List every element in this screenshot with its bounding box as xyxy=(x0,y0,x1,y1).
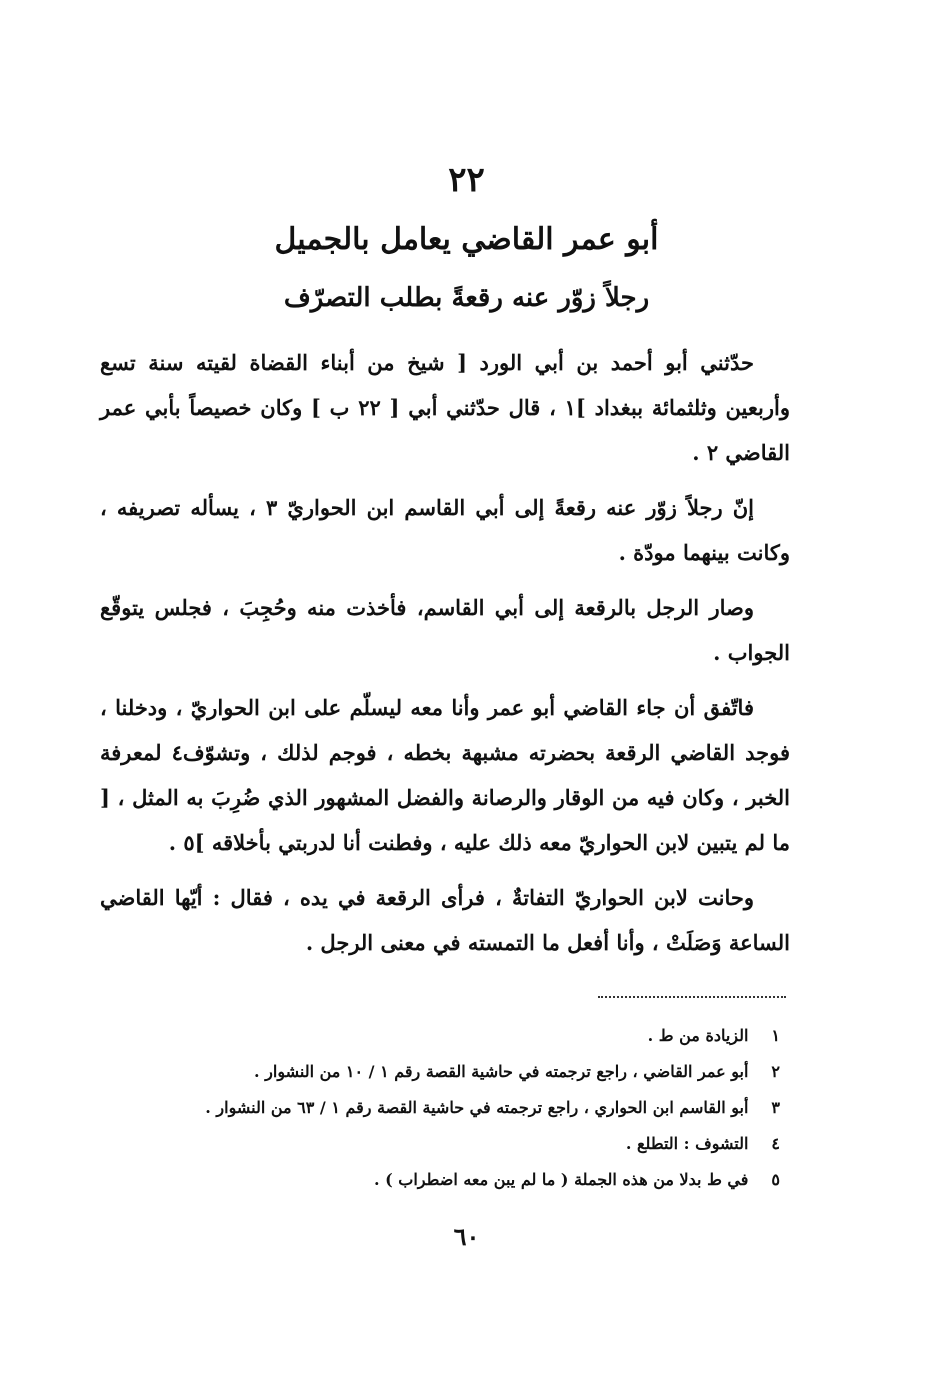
footnote xyxy=(120,1126,780,1162)
footnote-number: ٥ xyxy=(771,1170,780,1189)
footnote xyxy=(120,1018,780,1054)
footnotes xyxy=(120,1018,780,1198)
footnote-number: ٢ xyxy=(771,1062,780,1081)
footnote-text: في ط بدلا من هذه الجملة ( ما لم يبن معه اضطراب ) . xyxy=(374,1170,749,1189)
footnote-text: أبو عمر القاضي ، راجع ترجمته في حاشية القصة رقم ١ / ١٠ من النشوار . xyxy=(254,1062,749,1081)
footnote xyxy=(120,1090,780,1126)
footnote-text: أبو القاسم ابن الحواري ، راجع ترجمته في حاشية القصة رقم ١ / ٦٣ من النشوار . xyxy=(205,1098,749,1117)
footnote xyxy=(120,1162,780,1198)
story-subtitle: رجلاً زوّر عنه رقعةً بطلب التصرّف xyxy=(283,283,650,313)
page-number: ٦٠ xyxy=(453,1222,480,1251)
paragraph: وحانت لابن الحواريّ التفاتةٌ ، فرأى الرقعة في يده ، فقال : أيّها القاضي الساعة وَصَلَتْ ، وأنا أفعل ما التمسته في معنى الرجل . xyxy=(100,885,790,955)
footnote-number: ١ xyxy=(771,1026,780,1045)
footnote-divider xyxy=(598,996,786,998)
paragraph: إنّ رجلاً زوّر عنه رقعةً إلى أبي القاسم ابن الحواريّ ٣ ، يسأله تصريفه ، وكانت بينهما مودّة . xyxy=(100,495,790,565)
footnote-number: ٣ xyxy=(771,1098,780,1117)
paragraph: حدّثني أبو أحمد بن أبي الورد [ شيخ من أبناء القضاة لقيته سنة تسع وأربعين وثلثمائة ببغداد ]١ ، قال حدّثني أبي [ ٢٢ ب ] وكان خصيصاً بأبي عمر القاضي ٢ . xyxy=(100,350,790,465)
story-number: ٢٢ xyxy=(448,160,485,200)
paragraph: وصار الرجل بالرقعة إلى أبي القاسم، فأخذت منه وحُجِبَ ، فجلس يتوقّع الجواب . xyxy=(100,595,790,665)
footnote-text: الزيادة من ط . xyxy=(647,1026,749,1045)
paragraph: فاتّفق أن جاء القاضي أبو عمر وأنا معه ليسلّم على ابن الحواريّ ، ودخلنا ، فوجد القاضي الرقعة بحضرته مشبهة بخطه ، فوجم لذلك ، وتشوّف٤ لمعرفة الخبر ، وكان فيه من الوقار والرصانة والفضل المشهور الذي ضُرِبَ به المثل ، [ ما لم يتبين لابن الحواريّ معه ذلك عليه ، وفطنت أنا لدربتي بأخلاقه ]٥ . xyxy=(100,695,790,855)
story-body xyxy=(100,340,790,975)
footnote-number: ٤ xyxy=(771,1134,780,1153)
story-title: أبو عمر القاضي يعامل بالجميل xyxy=(274,222,659,257)
footnote xyxy=(120,1054,780,1090)
footnote-text: التشوف : التطلع . xyxy=(625,1134,749,1153)
